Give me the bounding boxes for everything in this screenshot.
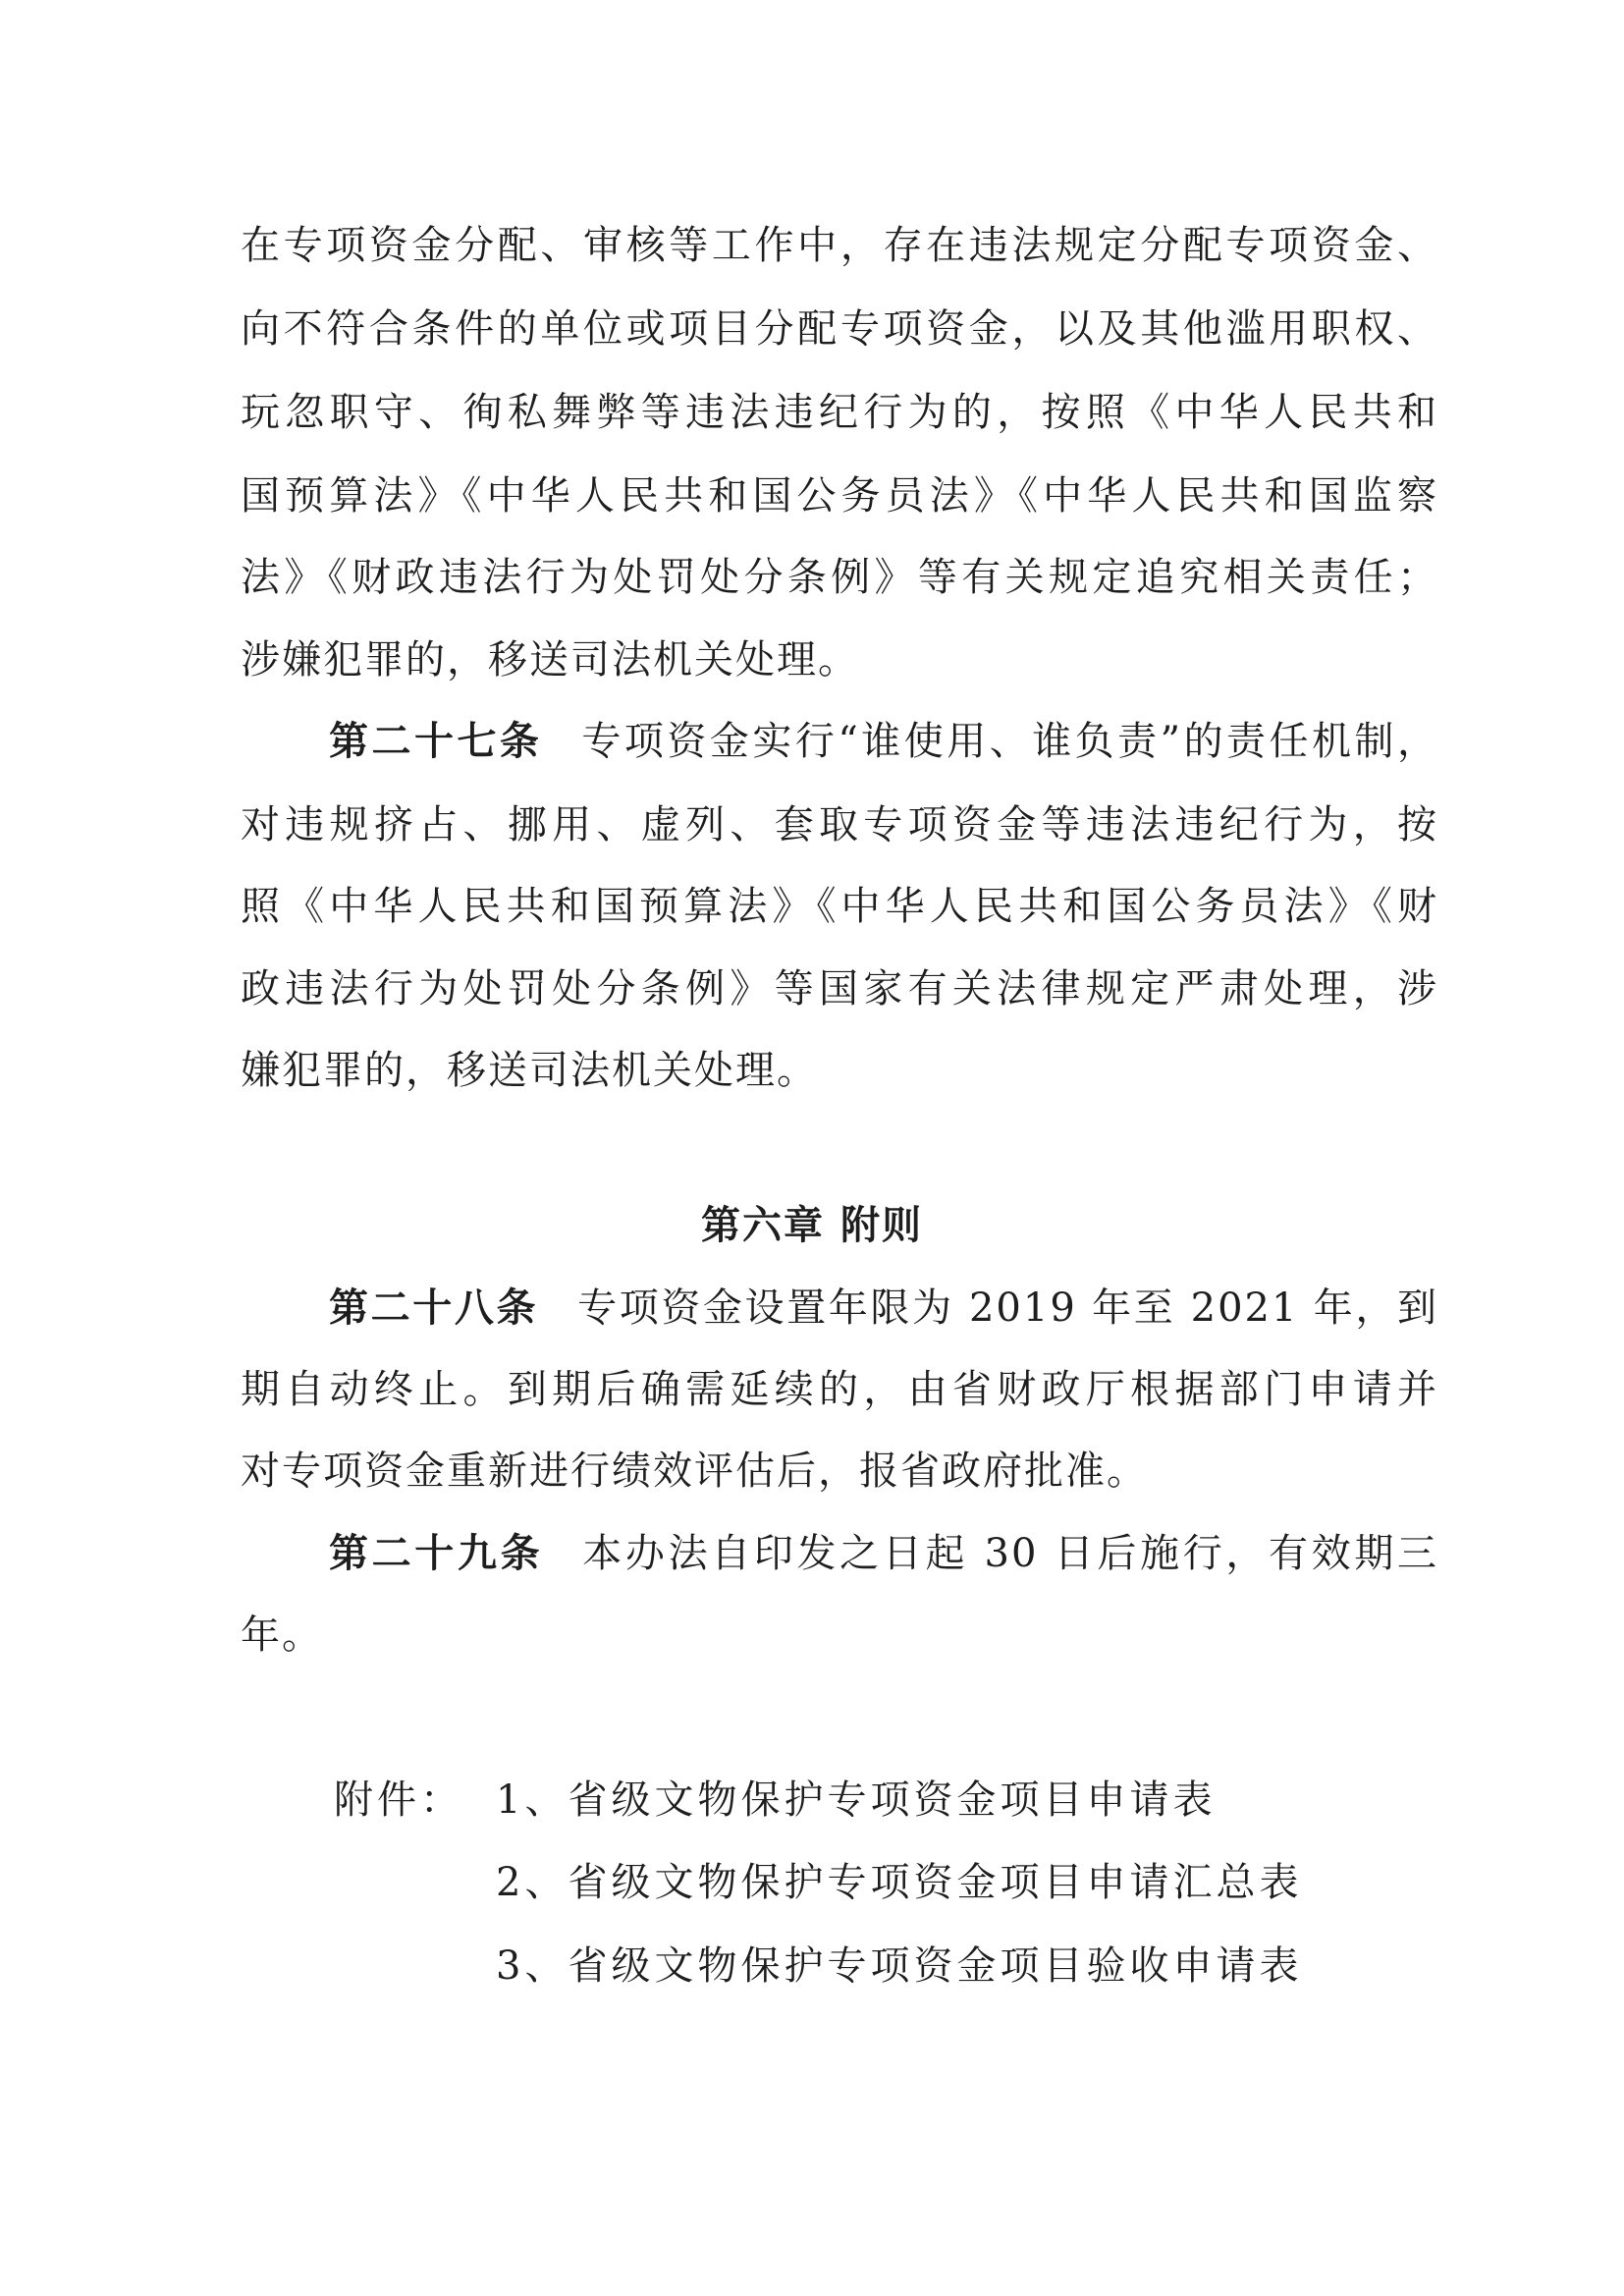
article-29-label: 第二十九条 — [329, 1531, 544, 1576]
paragraph-line: 在专项资金分配、审核等工作中，存在违法规定分配专项资金、 — [241, 223, 1438, 268]
paragraph-line: 照《中华人民共和国预算法》《中华人民共和国公务员法》《财 — [241, 884, 1438, 929]
article-28-text: 专项资金设置年限为 2019 年至 2021 年，到 — [577, 1285, 1439, 1331]
paragraph-line: 嫌犯罪的，移送司法机关处理。 — [241, 1048, 818, 1093]
chapter-heading: 第六章 附则 — [701, 1203, 923, 1248]
attachment-item: 3、省级文物保护专项资金项目验收申请表 — [496, 1943, 1303, 1989]
attachments-label: 附件： — [334, 1777, 463, 1823]
article-29-first-line — [329, 1524, 1438, 1583]
attachment-item: 2、省级文物保护专项资金项目申请汇总表 — [496, 1860, 1303, 1905]
paragraph-line: 国预算法》《中华人民共和国公务员法》《中华人民共和国监察 — [241, 473, 1438, 519]
attachment-item: 1、省级文物保护专项资金项目申请表 — [496, 1777, 1217, 1823]
article-27-label: 第二十七条 — [329, 719, 543, 764]
paragraph-line: 法》《财政违法行为处罚处分条例》等有关规定追究相关责任； — [241, 555, 1438, 600]
paragraph-line: 政违法行为处罚处分条例》等国家有关法律规定严肃处理，涉 — [241, 966, 1438, 1011]
article-28-label: 第二十八条 — [329, 1285, 539, 1331]
paragraph-line: 涉嫌犯罪的，移送司法机关处理。 — [241, 637, 859, 683]
paragraph-line: 年。 — [241, 1613, 323, 1658]
article-27-text: 专项资金实行“谁使用、谁负责”的责任机制， — [581, 719, 1438, 764]
article-29-text: 本办法自印发之日起 30 日后施行，有效期三 — [582, 1531, 1439, 1576]
paragraph-line: 玩忽职守、徇私舞弊等违法违纪行为的，按照《中华人民共和 — [241, 390, 1438, 435]
article-27-first-line — [329, 712, 1438, 771]
paragraph-line: 期自动终止。到期后确需延续的，由省财政厅根据部门申请并 — [241, 1367, 1438, 1412]
paragraph-line: 对专项资金重新进行绩效评估后，报省政府批准。 — [241, 1449, 1148, 1494]
article-28-first-line — [329, 1279, 1438, 1338]
paragraph-line: 对违规挤占、挪用、虚列、套取专项资金等违法违纪行为，按 — [241, 802, 1438, 847]
paragraph-line: 向不符合条件的单位或项目分配专项资金，以及其他滥用职权、 — [241, 306, 1438, 352]
